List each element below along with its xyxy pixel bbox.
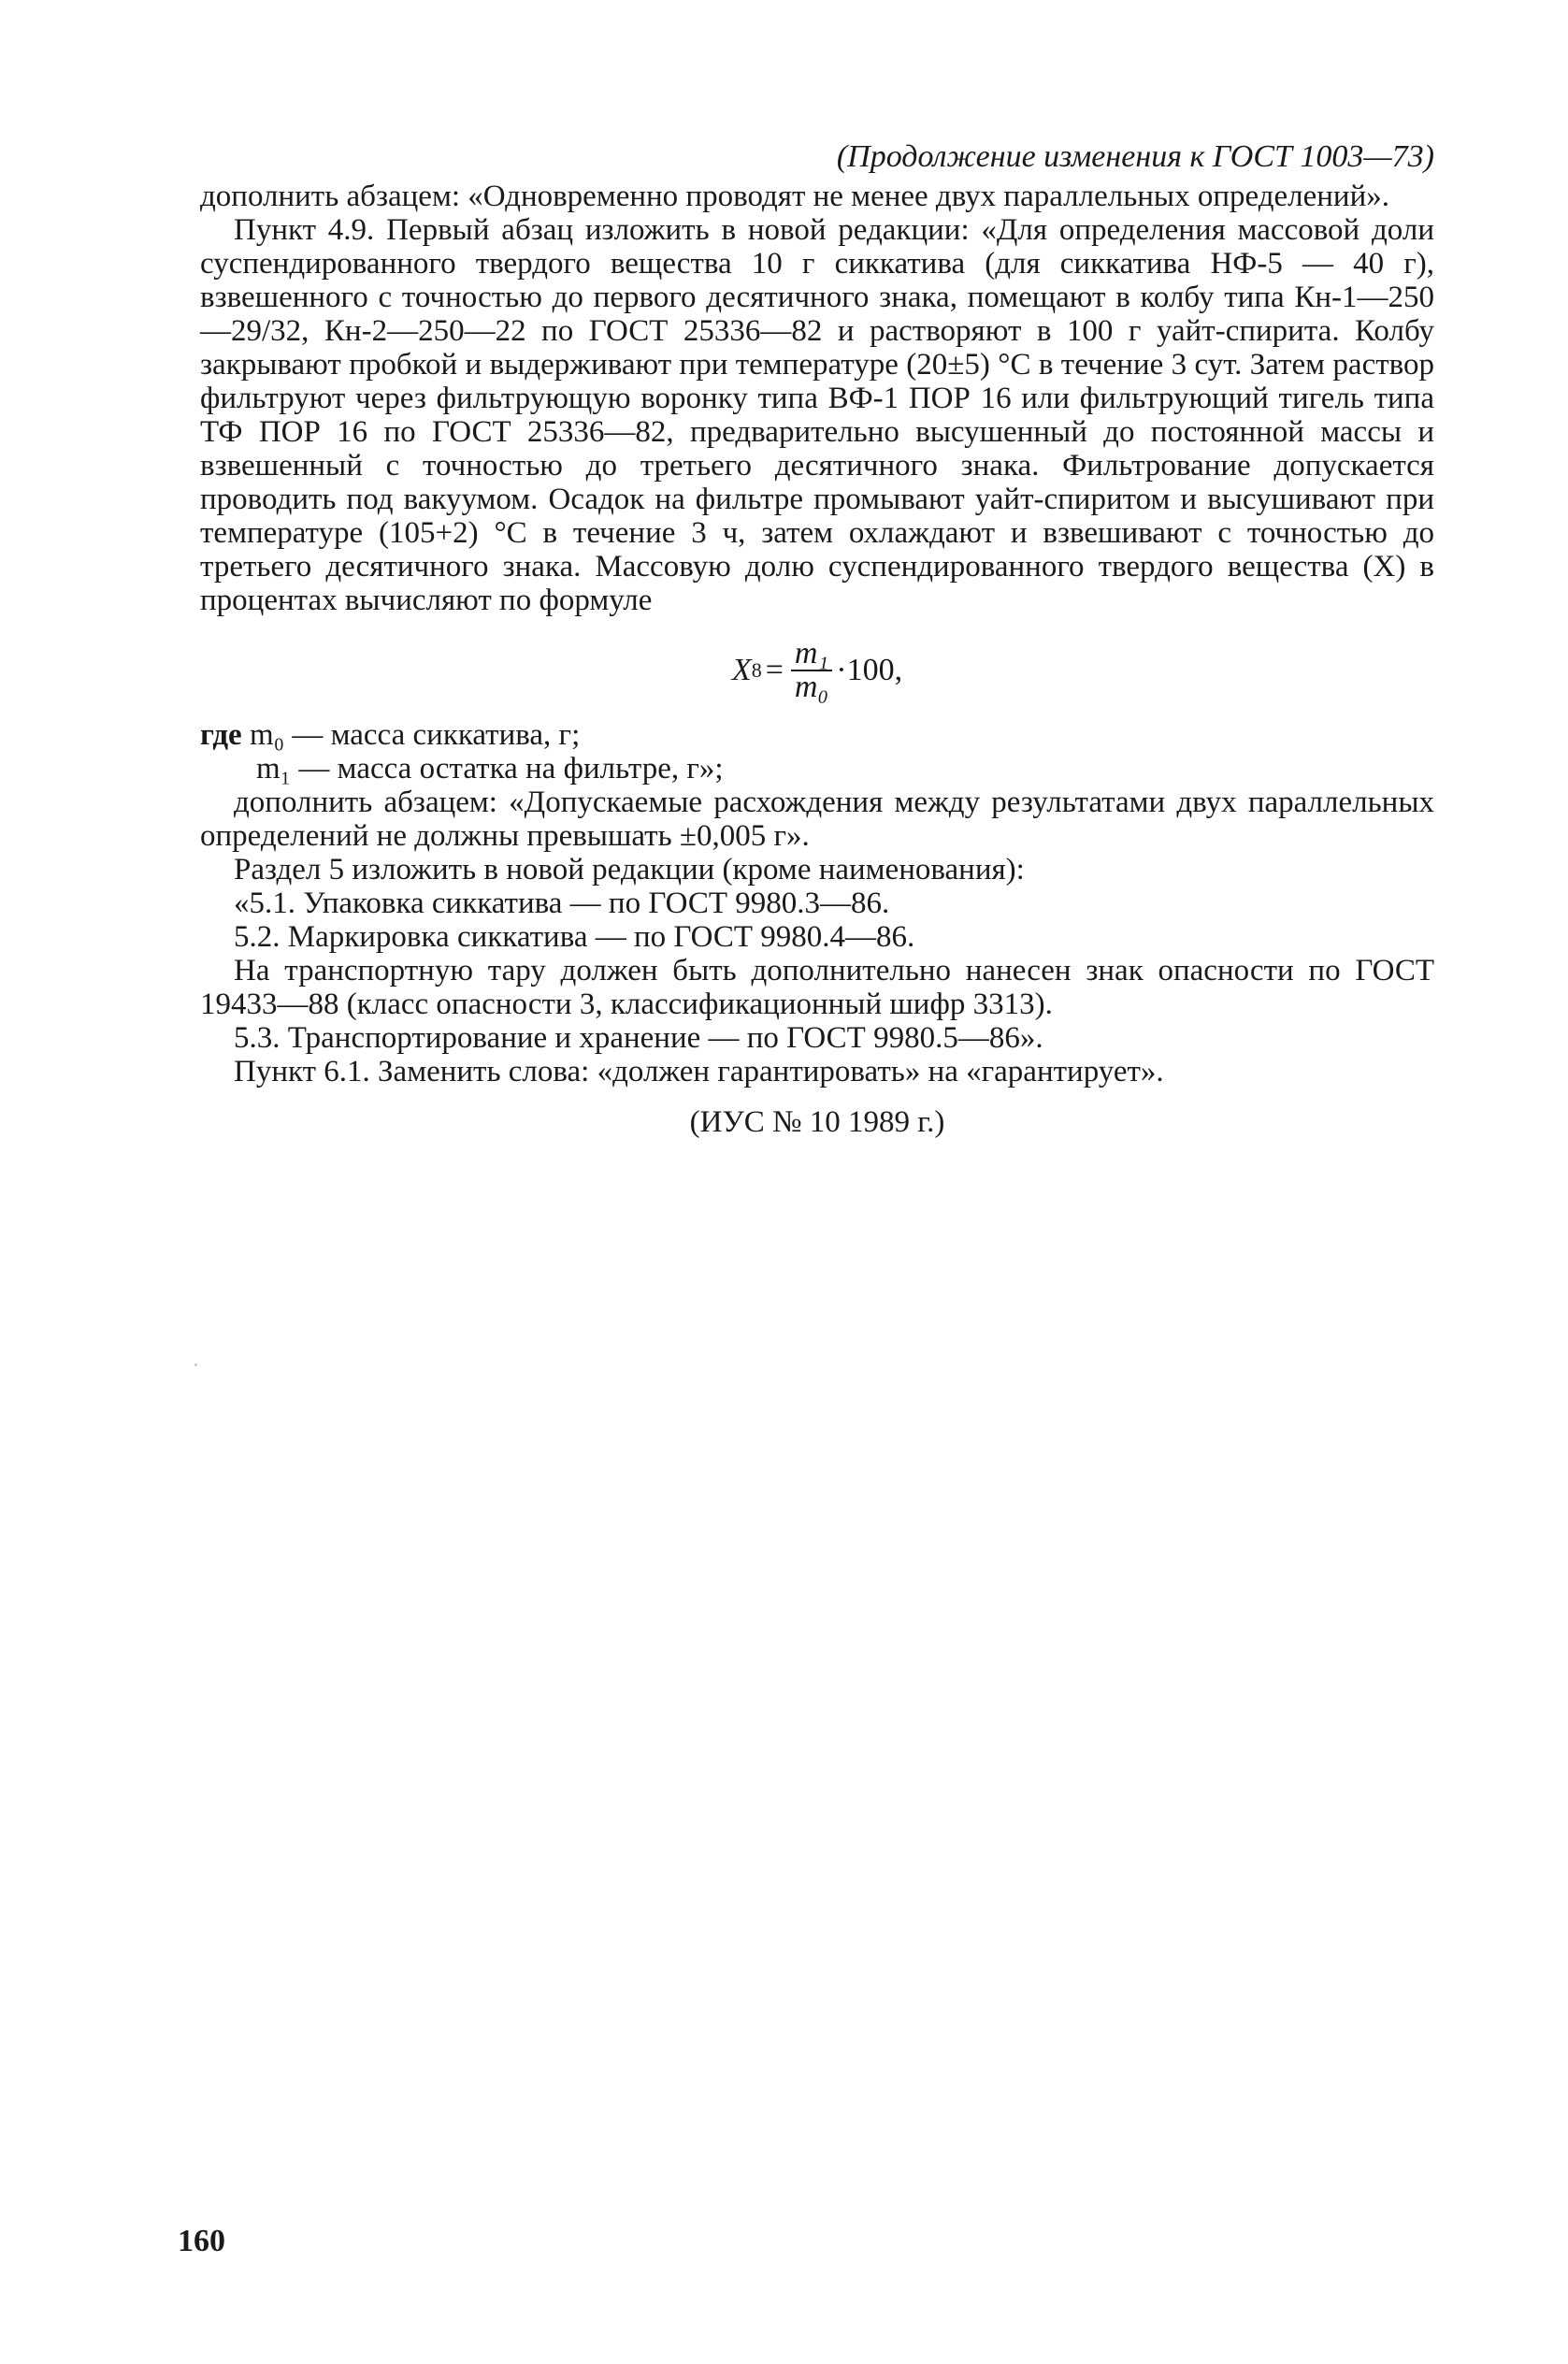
paragraph-tolerance: дополнить абзацем: «Допускаемые расхождения между результатами двух параллельных определений не должны превышать ±0,005 г». (200, 786, 1434, 853)
where-m0-definition: m₀ — масса сиккатива, г; (249, 718, 581, 752)
formula-lhs: X (731, 653, 752, 687)
paragraph-5-1: «5.1. Упаковка сиккатива — по ГОСТ 9980.3—86. (234, 886, 890, 920)
formula-tail: ·100, (836, 653, 903, 687)
where-line-2: m₁ — масса остатка на фильтре, г»; (256, 752, 724, 786)
paragraph-5-3: 5.3. Транспортирование и хранение — по ГОСТ 9980.5—86». (234, 1021, 1043, 1055)
document-page (200, 140, 1434, 1139)
formula (200, 638, 1434, 703)
formula-lhs-subscript: 8 (751, 658, 762, 682)
formula-numerator: m₁ (791, 638, 832, 671)
formula-denominator: m₀ (794, 670, 829, 704)
paragraph-addition: дополнить абзацем: «Одновременно проводят не менее двух параллельных определений». (200, 180, 1389, 213)
where-line-1 (200, 718, 1434, 752)
paragraph-6-1: Пункт 6.1. Заменить слова: «должен гарантировать» на «гарантирует». (234, 1055, 1164, 1088)
where-prefix: где (200, 718, 242, 752)
scan-speck (194, 1363, 197, 1366)
continuation-header: (Продолжение изменения к ГОСТ 1003—73) (836, 139, 1434, 174)
where-block (200, 718, 1434, 786)
paragraph-clause-4-9: Пункт 4.9. Первый абзац изложить в новой редакции: «Для определения массовой доли суспендированного твердого вещества 10 г сиккатива (для сиккатива НФ-5 — 40 г), взвешенного с точностью до первого десятичного знака, помещают в колбу типа Кн-1—250—29/32, Кн-2—250—22 по ГОСТ 25336—82 и растворяют в 100 г уайт-спирита. Колбу закрывают пробкой и выдерживают при температуре (20±5) °С в течение 3 сут. Затем раствор фильтруют через фильтрующую воронку типа ВФ-1 ПОР 16 или фильтрующий тигель типа ТФ ПОР 16 по ГОСТ 25336—82, предварительно высушенный до постоянной массы и взвешенный с точностью до третьего десятичного знака. Фильтрование допускается проводить под вакуумом. Осадок на фильтре промывают уайт-спиритом и высушивают при температуре (105+2) °С в течение 3 ч, затем охлаждают и взвешивают с точностью до третьего десятичного знака. Массовую долю суспендированного твердого вещества (Х) в процентах вычисляют по формуле (200, 213, 1434, 617)
source-note: (ИУС № 10 1989 г.) (689, 1105, 945, 1139)
paragraph-5-2: 5.2. Маркировка сиккатива — по ГОСТ 9980.4—86. (234, 920, 915, 954)
page-number: 160 (178, 2224, 225, 2258)
paragraph-hazard-sign: На транспортную тару должен быть дополнительно нанесен знак опасности по ГОСТ 19433—88 (класс опасности 3, классификационный шифр 3313). (200, 954, 1434, 1021)
paragraph-section-5: Раздел 5 изложить в новой редакции (кроме наименования): (234, 853, 1025, 886)
formula-equals: = (765, 653, 784, 687)
formula-fraction (791, 638, 832, 703)
